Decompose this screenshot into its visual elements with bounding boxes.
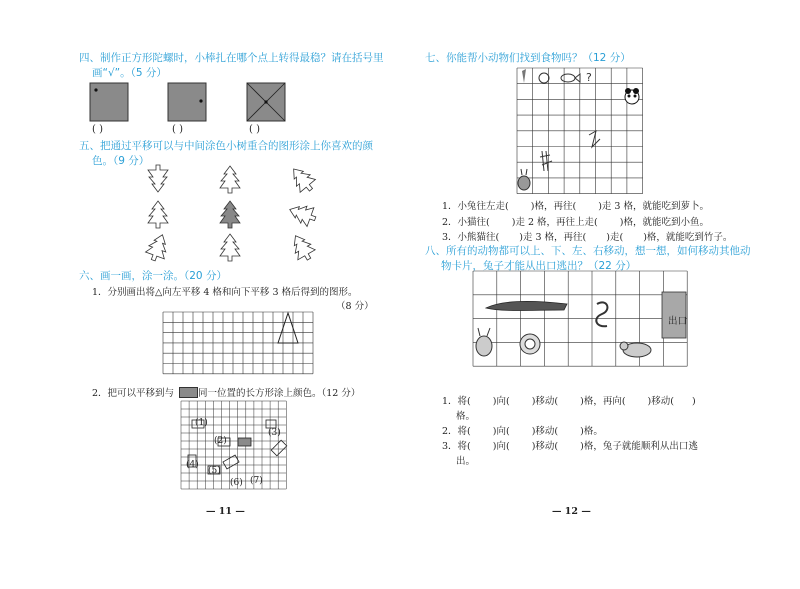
tree-shape-2: [220, 166, 240, 193]
s8q1-b: )向(: [492, 396, 510, 407]
s8q3-a: 3．将(: [442, 441, 471, 452]
s8q3-d: )格，兔子就能顺利从出口逃: [580, 441, 698, 452]
section-6-q2-end: 同一位置的长方形涂上颜色。（12 分）: [198, 388, 361, 399]
section-8-title: 八、所有的动物都可以上、下、左、右移动，想一想，如何移动其他动: [425, 245, 751, 257]
lion-icon: [520, 334, 540, 354]
pivot-dot: [199, 99, 202, 102]
crocodile-icon: [486, 301, 567, 310]
section-7-title: 七、你能帮小动物们找到食物吗？（12 分）: [425, 52, 631, 64]
grid-label-6: (6): [230, 478, 243, 488]
grid-label-4: (4): [186, 460, 199, 470]
tree-shapes: [140, 162, 330, 262]
square-3: [245, 82, 290, 124]
grid-label-1: (1): [195, 418, 208, 428]
page-number-right: — 12 —: [552, 506, 591, 517]
section-7-q1: [442, 198, 709, 212]
cat-icon: [589, 131, 600, 147]
answer-blank-2[interactable]: ( ): [172, 124, 183, 135]
s8q1-e: )移动(: [647, 396, 674, 407]
q1-part-b: )格，再往(: [530, 201, 577, 212]
q3-part-a: 3．小熊猫往(: [442, 232, 500, 243]
animal-escape-grid: [472, 270, 690, 380]
answer-blank-3[interactable]: ( ): [249, 124, 260, 135]
tree-shape-4: [148, 201, 168, 228]
s8q1-c: )移动(: [531, 396, 559, 407]
grid-label-7: (7): [250, 476, 263, 486]
section-6-q1-score: （8 分）: [336, 301, 374, 312]
s8q1-a: 1．将(: [442, 396, 471, 407]
carrot-icon: [522, 69, 526, 83]
exit-label: 出口: [668, 316, 688, 327]
s8q1-f: ): [691, 396, 696, 407]
s8q2-b: )向(: [492, 426, 510, 437]
tree-shape-8: [220, 234, 240, 261]
section-8-q2: [442, 423, 603, 437]
square-2: [168, 83, 206, 121]
panda-icon: [625, 88, 639, 104]
section-8-title-cont: 物卡片，兔子才能从出口逃出？（22 分）: [441, 260, 637, 272]
rabbit-icon: [518, 169, 530, 190]
tree-shape-7: [144, 231, 172, 262]
bamboo-icon: [540, 151, 552, 171]
spinning-top-squares: [88, 82, 228, 124]
section-6-q1: 1．分别画出将△向左平移 4 格和向下平移 3 格后得到的图形。: [92, 287, 358, 298]
tree-shape-1: [148, 165, 168, 192]
tree-shape-9: [287, 231, 318, 262]
q1-part-a: 1．小兔往左走(: [442, 201, 509, 212]
q3-part-c: )走(: [606, 232, 624, 243]
tree-shape-6: [286, 200, 318, 228]
grid-label-5: (5): [208, 466, 221, 476]
q3-part-d: )格，就能吃到竹子。: [643, 232, 733, 243]
tree-shape-center-shaded: [220, 201, 240, 228]
section-7-q3: [442, 229, 732, 243]
s8q2-d: )格。: [580, 426, 603, 437]
section-8-q3-cont: 出。: [456, 456, 476, 467]
section-4-title-cont: 画“√”。（5 分）: [92, 67, 167, 79]
pivot-dot: [94, 88, 97, 91]
section-6-title: 六、画一画，涂一涂。（20 分）: [79, 270, 227, 282]
grid-label-2: (2): [214, 436, 227, 446]
rabbit-card-icon: [476, 328, 492, 356]
snake-icon: [596, 302, 607, 326]
s8q1-d: )格，再向(: [580, 396, 626, 407]
section-7-q2: [442, 214, 709, 228]
rectangle-grid: [180, 400, 290, 490]
section-8-q1-cont: 格。: [456, 411, 476, 422]
section-5-title-cont: 色。（9 分）: [92, 155, 150, 167]
section-8-q1: [442, 393, 696, 407]
s8q3-c: )移动(: [531, 441, 559, 452]
bird-icon: [539, 73, 549, 83]
translation-grid: [162, 311, 314, 376]
s8q2-a: 2．将(: [442, 426, 471, 437]
answer-blank-1[interactable]: ( ): [92, 124, 103, 135]
section-8-q3: [442, 438, 698, 452]
section-5-title: 五、把通过平移可以与中间涂色小树重合的图形涂上你喜欢的颜: [79, 140, 373, 152]
tree-shape-3: [286, 163, 319, 197]
q3-part-b: )走 3 格，再往(: [519, 232, 587, 243]
q2-part-b: )走 2 格，再往上走(: [511, 217, 598, 228]
q2-part-a: 2．小猫往(: [442, 217, 490, 228]
page-number-left: — 11 —: [206, 506, 245, 517]
question-mark-icon: ?: [586, 71, 592, 84]
triangle-shape: [278, 313, 298, 343]
grid-label-3: (3): [268, 428, 281, 438]
s8q3-b: )向(: [492, 441, 510, 452]
s8q2-c: )移动(: [531, 426, 559, 437]
animal-food-grid: [516, 67, 644, 195]
section-4-title: 四、制作正方形陀螺时，小棒扎在哪个点上转得最稳？请在括号里: [79, 52, 384, 64]
section-6-q2-start: 2．把可以平移到与: [92, 388, 175, 399]
shaded-rectangle: [238, 438, 251, 446]
square-1: [90, 83, 128, 121]
q2-part-c: )格，就能吃到小鱼。: [619, 217, 709, 228]
target-rectangle: [179, 387, 198, 398]
q1-part-c: )走 3 格，就能吃到萝卜。: [598, 201, 709, 212]
tiger-icon: [620, 342, 651, 357]
